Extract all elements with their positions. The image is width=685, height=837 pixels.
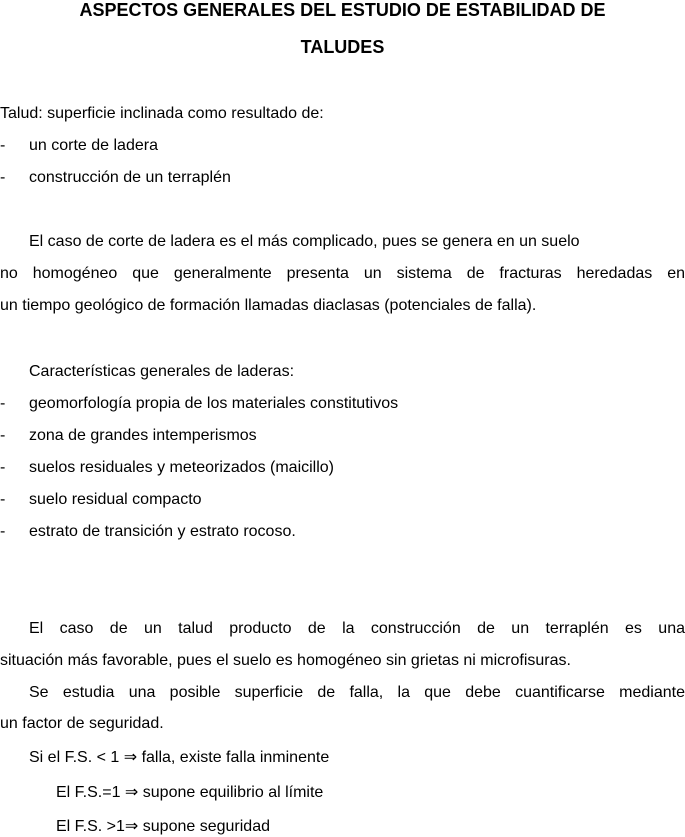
paragraph-line: situación más favorable, pues el suelo es homogéneo sin grietas ni microfisuras. [0, 652, 571, 669]
safety-factor-rule: Si el F.S. < 1 ⇒ falla, existe falla inminente [29, 749, 330, 766]
list-dash: - [0, 523, 6, 540]
paragraph-line: El caso de un talud producto de la construcción de un terraplén es una [29, 620, 685, 637]
safety-factor-rule: El F.S. >1⇒ supone seguridad [56, 818, 270, 835]
talud-definition: Talud: superficie inclinada como resultado de: [0, 105, 324, 122]
list-item-text: estrato de transición y estrato rocoso. [29, 523, 296, 540]
paragraph-line: un tiempo geológico de formación llamadas diaclasas (potenciales de falla). [0, 297, 537, 314]
list-item-text: zona de grandes intemperismos [29, 427, 257, 444]
list-dash: - [0, 427, 6, 444]
safety-factor-rule: El F.S.=1 ⇒ supone equilibrio al límite [56, 784, 324, 801]
list-item-text: construcción de un terraplén [29, 169, 231, 186]
list-dash: - [0, 491, 6, 508]
list-dash: - [0, 459, 6, 476]
list-dash: - [0, 395, 6, 412]
list-item-text: suelos residuales y meteorizados (maicillo) [29, 459, 335, 476]
list-item-text: un corte de ladera [29, 137, 158, 154]
list-item-text: geomorfología propia de los materiales constitutivos [29, 395, 399, 412]
laderas-heading: Características generales de laderas: [29, 363, 295, 380]
paragraph-line: Se estudia una posible superficie de falla, la que debe cuantificarse mediante [29, 684, 685, 701]
list-item-text: suelo residual compacto [29, 491, 202, 508]
list-dash: - [0, 169, 6, 186]
paragraph-line: un factor de seguridad. [0, 715, 164, 732]
paragraph-line: no homogéneo que generalmente presenta un sistema de fracturas heredadas en [0, 265, 685, 282]
list-dash: - [0, 137, 6, 154]
document-title-line-1: ASPECTOS GENERALES DEL ESTUDIO DE ESTABILIDAD DE [79, 0, 606, 20]
document-title-line-2: TALUDES [300, 37, 385, 57]
paragraph-line: El caso de corte de ladera es el más complicado, pues se genera en un suelo [29, 233, 580, 250]
